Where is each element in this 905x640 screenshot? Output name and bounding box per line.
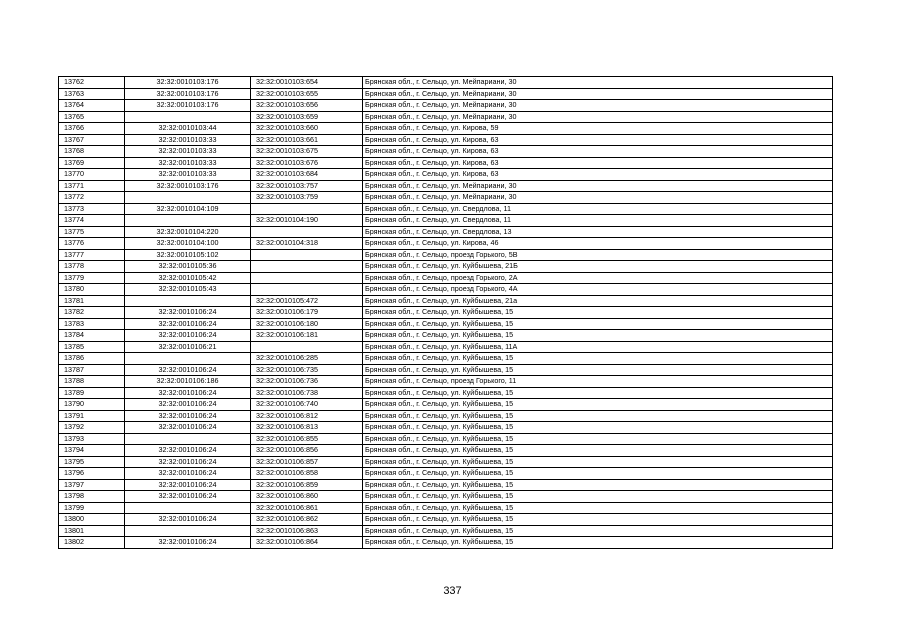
row-number-cell: 13779	[59, 272, 125, 284]
row-number-cell: 13774	[59, 215, 125, 227]
parcel-number-cell: 32:32:0010106:24	[125, 399, 251, 411]
table-row	[59, 123, 833, 135]
address-cell: Брянская обл., г. Сельцо, проезд Горького, 4А	[363, 284, 833, 296]
parcel-number-cell: 32:32:0010106:24	[125, 456, 251, 468]
parcel-number-cell: 32:32:0010103:33	[125, 146, 251, 158]
parcel-number-cell: 32:32:0010103:176	[125, 88, 251, 100]
object-number-cell: 32:32:0010104:318	[251, 238, 363, 250]
address-cell: Брянская обл., г. Сельцо, ул. Куйбышева, 15	[363, 514, 833, 526]
table-row	[59, 146, 833, 158]
object-number-cell: 32:32:0010104:190	[251, 215, 363, 227]
table-row	[59, 100, 833, 112]
parcel-number-cell: 32:32:0010103:176	[125, 180, 251, 192]
table-row	[59, 203, 833, 215]
object-number-cell: 32:32:0010106:738	[251, 387, 363, 399]
object-number-cell	[251, 203, 363, 215]
row-number-cell: 13768	[59, 146, 125, 158]
table-row	[59, 537, 833, 549]
table-row	[59, 410, 833, 422]
address-cell: Брянская обл., г. Сельцо, ул. Куйбышева, 21Б	[363, 261, 833, 273]
row-number-cell: 13789	[59, 387, 125, 399]
row-number-cell: 13775	[59, 226, 125, 238]
address-cell: Брянская обл., г. Сельцо, ул. Кирова, 63	[363, 146, 833, 158]
row-number-cell: 13767	[59, 134, 125, 146]
object-number-cell: 32:32:0010106:856	[251, 445, 363, 457]
table-row	[59, 353, 833, 365]
address-cell: Брянская обл., г. Сельцо, ул. Куйбышева, 15	[363, 318, 833, 330]
address-cell: Брянская обл., г. Сельцо, ул. Куйбышева, 15	[363, 479, 833, 491]
table-row	[59, 307, 833, 319]
row-number-cell: 13773	[59, 203, 125, 215]
address-cell: Брянская обл., г. Сельцо, проезд Горького, 11	[363, 376, 833, 388]
address-cell: Брянская обл., г. Сельцо, ул. Куйбышева, 15	[363, 468, 833, 480]
parcel-number-cell: 32:32:0010106:24	[125, 491, 251, 503]
object-number-cell	[251, 272, 363, 284]
parcel-number-cell: 32:32:0010106:24	[125, 307, 251, 319]
parcel-number-cell: 32:32:0010106:24	[125, 537, 251, 549]
row-number-cell: 13778	[59, 261, 125, 273]
table-row	[59, 318, 833, 330]
table-row	[59, 215, 833, 227]
row-number-cell: 13787	[59, 364, 125, 376]
row-number-cell: 13799	[59, 502, 125, 514]
table-row	[59, 364, 833, 376]
table-row	[59, 134, 833, 146]
address-cell: Брянская обл., г. Сельцо, ул. Куйбышева, 15	[363, 445, 833, 457]
table-row	[59, 456, 833, 468]
row-number-cell: 13788	[59, 376, 125, 388]
address-cell: Брянская обл., г. Сельцо, ул. Мейпариани, 30	[363, 180, 833, 192]
address-cell: Брянская обл., г. Сельцо, ул. Кирова, 59	[363, 123, 833, 135]
object-number-cell: 32:32:0010103:675	[251, 146, 363, 158]
object-number-cell: 32:32:0010106:857	[251, 456, 363, 468]
row-number-cell: 13795	[59, 456, 125, 468]
object-number-cell: 32:32:0010105:472	[251, 295, 363, 307]
parcel-number-cell: 32:32:0010104:109	[125, 203, 251, 215]
table-row	[59, 180, 833, 192]
table-row	[59, 525, 833, 537]
object-number-cell: 32:32:0010103:757	[251, 180, 363, 192]
address-cell: Брянская обл., г. Сельцо, ул. Куйбышева, 21а	[363, 295, 833, 307]
object-number-cell: 32:32:0010103:676	[251, 157, 363, 169]
row-number-cell: 13797	[59, 479, 125, 491]
table-row	[59, 479, 833, 491]
row-number-cell: 13766	[59, 123, 125, 135]
object-number-cell: 32:32:0010106:860	[251, 491, 363, 503]
row-number-cell: 13770	[59, 169, 125, 181]
address-cell: Брянская обл., г. Сельцо, проезд Горького, 5В	[363, 249, 833, 261]
table-row	[59, 77, 833, 89]
address-cell: Брянская обл., г. Сельцо, ул. Кирова, 46	[363, 238, 833, 250]
parcel-number-cell: 32:32:0010103:176	[125, 77, 251, 89]
row-number-cell: 13791	[59, 410, 125, 422]
address-cell: Брянская обл., г. Сельцо, ул. Свердлова, 13	[363, 226, 833, 238]
address-cell: Брянская обл., г. Сельцо, ул. Куйбышева, 15	[363, 364, 833, 376]
table-row	[59, 514, 833, 526]
object-number-cell: 32:32:0010106:863	[251, 525, 363, 537]
parcel-number-cell: 32:32:0010103:33	[125, 134, 251, 146]
address-cell: Брянская обл., г. Сельцо, ул. Мейпариани, 30	[363, 100, 833, 112]
object-number-cell: 32:32:0010106:858	[251, 468, 363, 480]
row-number-cell: 13771	[59, 180, 125, 192]
registry-table-body	[59, 77, 833, 549]
parcel-number-cell: 32:32:0010103:44	[125, 123, 251, 135]
parcel-number-cell	[125, 192, 251, 204]
table-row	[59, 422, 833, 434]
table-row	[59, 284, 833, 296]
row-number-cell: 13769	[59, 157, 125, 169]
table-row	[59, 192, 833, 204]
object-number-cell: 32:32:0010103:654	[251, 77, 363, 89]
row-number-cell: 13782	[59, 307, 125, 319]
object-number-cell: 32:32:0010106:812	[251, 410, 363, 422]
row-number-cell: 13792	[59, 422, 125, 434]
object-number-cell	[251, 261, 363, 273]
table-row	[59, 272, 833, 284]
object-number-cell	[251, 249, 363, 261]
parcel-number-cell: 32:32:0010106:24	[125, 410, 251, 422]
address-cell: Брянская обл., г. Сельцо, ул. Куйбышева, 15	[363, 353, 833, 365]
row-number-cell: 13802	[59, 537, 125, 549]
parcel-number-cell	[125, 433, 251, 445]
row-number-cell: 13785	[59, 341, 125, 353]
table-row	[59, 169, 833, 181]
table-row	[59, 111, 833, 123]
row-number-cell: 13763	[59, 88, 125, 100]
table-row	[59, 249, 833, 261]
row-number-cell: 13796	[59, 468, 125, 480]
address-cell: Брянская обл., г. Сельцо, ул. Куйбышева, 15	[363, 502, 833, 514]
parcel-number-cell: 32:32:0010106:24	[125, 387, 251, 399]
table-row	[59, 376, 833, 388]
parcel-number-cell: 32:32:0010106:24	[125, 330, 251, 342]
object-number-cell	[251, 226, 363, 238]
object-number-cell: 32:32:0010106:180	[251, 318, 363, 330]
table-row	[59, 491, 833, 503]
parcel-number-cell: 32:32:0010106:24	[125, 318, 251, 330]
address-cell: Брянская обл., г. Сельцо, ул. Кирова, 63	[363, 134, 833, 146]
address-cell: Брянская обл., г. Сельцо, ул. Куйбышева, 15	[363, 491, 833, 503]
row-number-cell: 13762	[59, 77, 125, 89]
row-number-cell: 13793	[59, 433, 125, 445]
row-number-cell: 13781	[59, 295, 125, 307]
table-row	[59, 88, 833, 100]
parcel-number-cell	[125, 525, 251, 537]
parcel-number-cell: 32:32:0010106:24	[125, 422, 251, 434]
object-number-cell: 32:32:0010103:661	[251, 134, 363, 146]
object-number-cell: 32:32:0010106:813	[251, 422, 363, 434]
table-row	[59, 468, 833, 480]
page-number: 337	[443, 585, 462, 597]
address-cell: Брянская обл., г. Сельцо, ул. Мейпариани, 30	[363, 88, 833, 100]
row-number-cell: 13794	[59, 445, 125, 457]
parcel-number-cell	[125, 111, 251, 123]
parcel-number-cell: 32:32:0010106:24	[125, 445, 251, 457]
registry-table	[58, 76, 833, 549]
table-row	[59, 502, 833, 514]
object-number-cell: 32:32:0010106:864	[251, 537, 363, 549]
object-number-cell: 32:32:0010106:855	[251, 433, 363, 445]
object-number-cell: 32:32:0010106:859	[251, 479, 363, 491]
object-number-cell	[251, 341, 363, 353]
row-number-cell: 13783	[59, 318, 125, 330]
parcel-number-cell: 32:32:0010105:102	[125, 249, 251, 261]
object-number-cell: 32:32:0010106:735	[251, 364, 363, 376]
object-number-cell: 32:32:0010103:684	[251, 169, 363, 181]
address-cell: Брянская обл., г. Сельцо, ул. Свердлова, 11	[363, 215, 833, 227]
row-number-cell: 13765	[59, 111, 125, 123]
address-cell: Брянская обл., г. Сельцо, ул. Куйбышева, 11А	[363, 341, 833, 353]
row-number-cell: 13798	[59, 491, 125, 503]
table-row	[59, 226, 833, 238]
address-cell: Брянская обл., г. Сельцо, ул. Куйбышева, 15	[363, 410, 833, 422]
object-number-cell: 32:32:0010103:659	[251, 111, 363, 123]
table-row	[59, 295, 833, 307]
address-cell: Брянская обл., г. Сельцо, ул. Куйбышева, 15	[363, 525, 833, 537]
parcel-number-cell: 32:32:0010104:100	[125, 238, 251, 250]
object-number-cell: 32:32:0010103:660	[251, 123, 363, 135]
parcel-number-cell	[125, 215, 251, 227]
table-row	[59, 238, 833, 250]
object-number-cell: 32:32:0010103:656	[251, 100, 363, 112]
row-number-cell: 13801	[59, 525, 125, 537]
row-number-cell: 13777	[59, 249, 125, 261]
object-number-cell: 32:32:0010106:181	[251, 330, 363, 342]
object-number-cell: 32:32:0010103:655	[251, 88, 363, 100]
table-row	[59, 341, 833, 353]
address-cell: Брянская обл., г. Сельцо, ул. Мейпариани, 30	[363, 77, 833, 89]
object-number-cell: 32:32:0010106:740	[251, 399, 363, 411]
parcel-number-cell: 32:32:0010106:24	[125, 364, 251, 376]
object-number-cell: 32:32:0010106:862	[251, 514, 363, 526]
table-row	[59, 445, 833, 457]
address-cell: Брянская обл., г. Сельцо, ул. Куйбышева, 15	[363, 387, 833, 399]
parcel-number-cell	[125, 353, 251, 365]
parcel-number-cell: 32:32:0010105:43	[125, 284, 251, 296]
row-number-cell: 13780	[59, 284, 125, 296]
table-row	[59, 157, 833, 169]
parcel-number-cell: 32:32:0010106:24	[125, 514, 251, 526]
address-cell: Брянская обл., г. Сельцо, ул. Свердлова, 11	[363, 203, 833, 215]
address-cell: Брянская обл., г. Сельцо, проезд Горького, 2А	[363, 272, 833, 284]
address-cell: Брянская обл., г. Сельцо, ул. Кирова, 63	[363, 169, 833, 181]
object-number-cell: 32:32:0010103:759	[251, 192, 363, 204]
parcel-number-cell	[125, 295, 251, 307]
table-row	[59, 387, 833, 399]
address-cell: Брянская обл., г. Сельцо, ул. Куйбышева, 15	[363, 307, 833, 319]
address-cell: Брянская обл., г. Сельцо, ул. Кирова, 63	[363, 157, 833, 169]
row-number-cell: 13776	[59, 238, 125, 250]
table-row	[59, 261, 833, 273]
object-number-cell: 32:32:0010106:736	[251, 376, 363, 388]
row-number-cell: 13790	[59, 399, 125, 411]
address-cell: Брянская обл., г. Сельцо, ул. Куйбышева, 15	[363, 456, 833, 468]
table-row	[59, 399, 833, 411]
address-cell: Брянская обл., г. Сельцо, ул. Мейпариани, 30	[363, 192, 833, 204]
parcel-number-cell: 32:32:0010106:186	[125, 376, 251, 388]
object-number-cell: 32:32:0010106:179	[251, 307, 363, 319]
parcel-number-cell: 32:32:0010105:42	[125, 272, 251, 284]
address-cell: Брянская обл., г. Сельцо, ул. Куйбышева, 15	[363, 433, 833, 445]
row-number-cell: 13772	[59, 192, 125, 204]
address-cell: Брянская обл., г. Сельцо, ул. Куйбышева, 15	[363, 537, 833, 549]
parcel-number-cell	[125, 502, 251, 514]
parcel-number-cell: 32:32:0010103:176	[125, 100, 251, 112]
parcel-number-cell: 32:32:0010105:36	[125, 261, 251, 273]
address-cell: Брянская обл., г. Сельцо, ул. Мейпариани, 30	[363, 111, 833, 123]
parcel-number-cell: 32:32:0010104:220	[125, 226, 251, 238]
row-number-cell: 13784	[59, 330, 125, 342]
row-number-cell: 13764	[59, 100, 125, 112]
parcel-number-cell: 32:32:0010103:33	[125, 169, 251, 181]
table-row	[59, 330, 833, 342]
address-cell: Брянская обл., г. Сельцо, ул. Куйбышева, 15	[363, 422, 833, 434]
row-number-cell: 13800	[59, 514, 125, 526]
object-number-cell	[251, 284, 363, 296]
parcel-number-cell: 32:32:0010103:33	[125, 157, 251, 169]
address-cell: Брянская обл., г. Сельцо, ул. Куйбышева, 15	[363, 399, 833, 411]
object-number-cell: 32:32:0010106:285	[251, 353, 363, 365]
table-row	[59, 433, 833, 445]
address-cell: Брянская обл., г. Сельцо, ул. Куйбышева, 15	[363, 330, 833, 342]
object-number-cell: 32:32:0010106:861	[251, 502, 363, 514]
parcel-number-cell: 32:32:0010106:21	[125, 341, 251, 353]
parcel-number-cell: 32:32:0010106:24	[125, 468, 251, 480]
parcel-number-cell: 32:32:0010106:24	[125, 479, 251, 491]
row-number-cell: 13786	[59, 353, 125, 365]
